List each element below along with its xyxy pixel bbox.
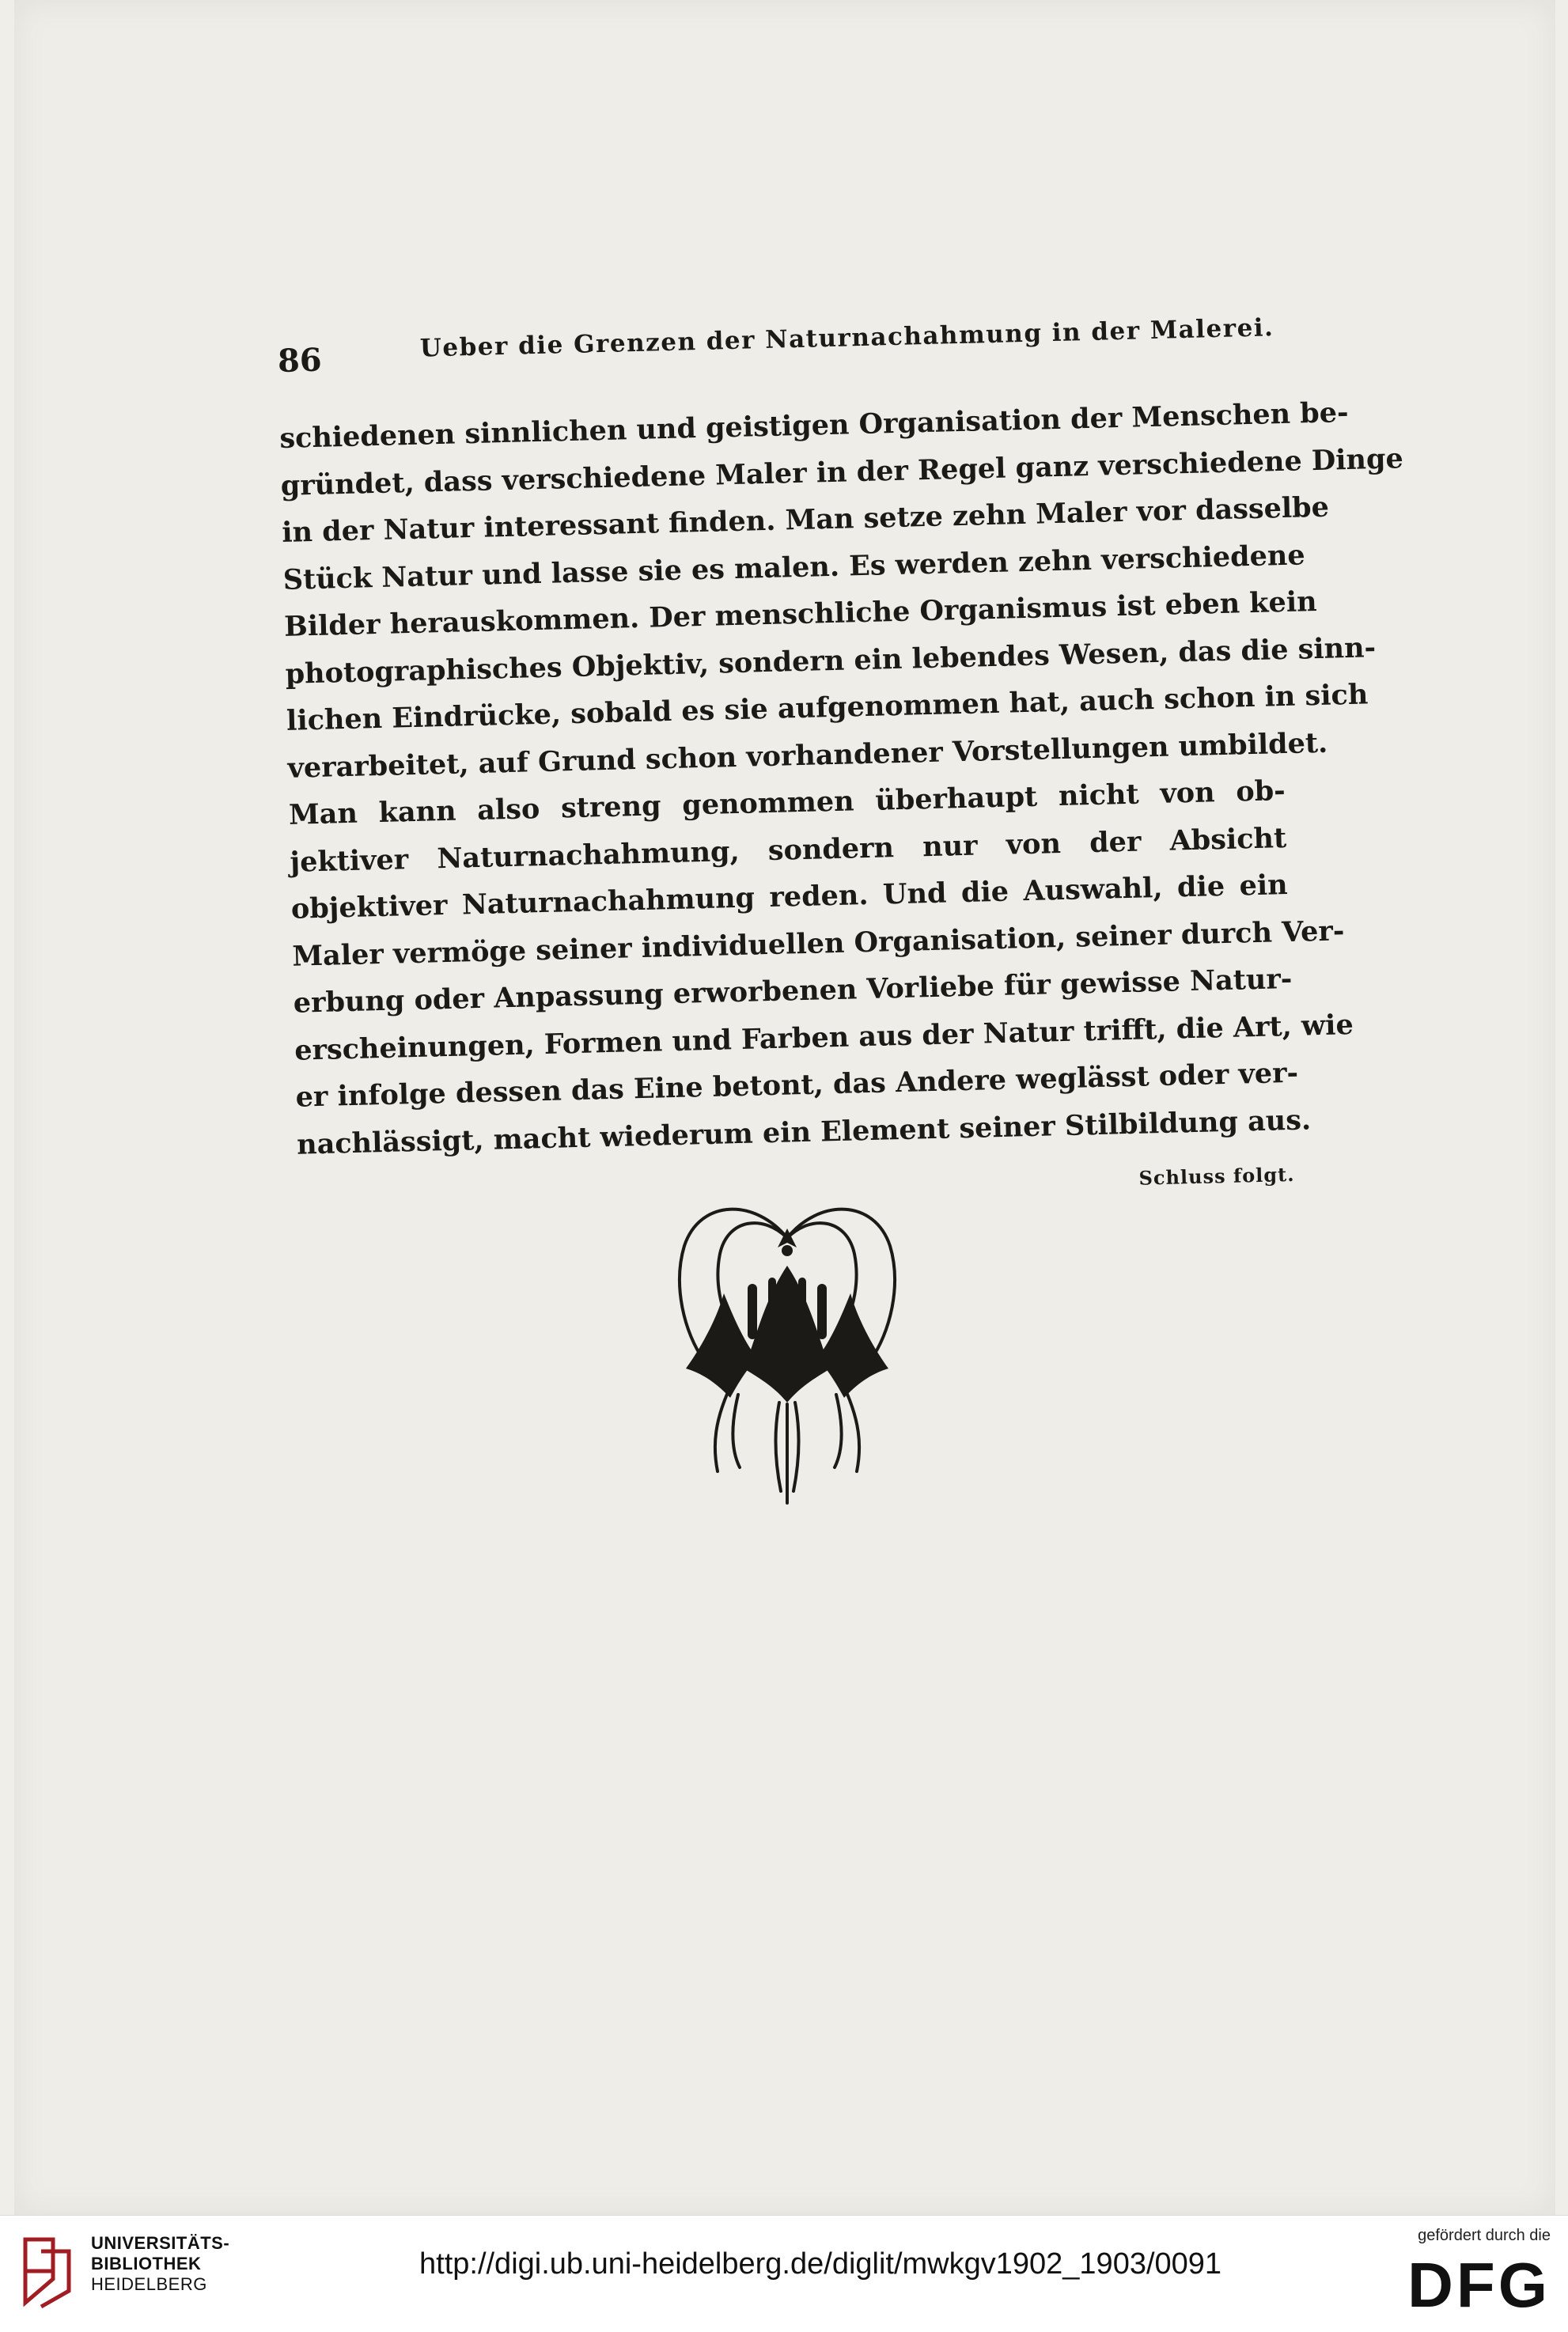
text-line: jektiver Naturnachahmung, sondern nur von der Absicht	[289, 821, 1287, 879]
dfg-logo: DFG	[1407, 2250, 1551, 2320]
text-line: gründet, dass verschiedene Maler in der Regel ganz verschiedene Dinge	[280, 441, 1404, 502]
text-line: er infolge dessen das Eine betont, das Andere weglässt oder ver-	[295, 1056, 1299, 1114]
text-line: Man kann also streng genommen überhaupt nicht von ob-	[288, 774, 1286, 831]
text-line: lichen Eindrücke, sobald es sie aufgenommen hat, auch schon in sich	[286, 678, 1369, 737]
text-line: Maler vermöge seiner individuellen Organisation, seiner durch Ver-	[291, 914, 1345, 973]
digitization-footer	[0, 2215, 1568, 2332]
text-line: nachlässigt, macht wiederum ein Element seiner Stilbildung aus.	[296, 1103, 1312, 1161]
text-line: erbung oder Anpassung erworbenen Vorliebe für gewisse Natur-	[293, 962, 1293, 1020]
funding-label: gefördert durch die	[1418, 2227, 1551, 2244]
library-logo-icon	[17, 2232, 81, 2311]
source-url-link[interactable]: http://digi.ub.uni-heidelberg.de/diglit/mwkgv1902_1903/0091	[419, 2247, 1222, 2281]
library-name-line1: UNIVERSITÄTS-	[91, 2233, 230, 2253]
page-content	[277, 304, 1404, 1210]
text-line: schiedenen sinnlichen und geistigen Organisation der Menschen be-	[278, 396, 1349, 455]
running-title: Ueber die Grenzen der Naturnachahmung in der Malerei.	[419, 313, 1274, 363]
text-line: Stück Natur und lasse sie es malen. Es werden zehn verschiedene	[282, 538, 1306, 596]
library-name-line2: BIBLIOTHEK	[91, 2254, 202, 2273]
page-number: 86	[277, 341, 323, 380]
closing-note: Schluss folgt.	[1138, 1162, 1295, 1190]
text-line: verarbeitet, auf Grund schon vorhandener Vorstellungen umbildet.	[287, 726, 1328, 785]
text-line: objektiver Naturnachahmung reden. Und die Auswahl, die ein	[290, 869, 1289, 926]
text-line: Bilder herauskommen. Der menschliche Organismus ist eben kein	[283, 585, 1318, 643]
text-line: erscheinungen, Formen und Farben aus der Natur trifft, die Art, wie	[294, 1008, 1354, 1067]
body-paragraph	[278, 391, 1404, 1168]
floral-ornament-icon	[668, 1191, 906, 1523]
text-line: photographisches Objektiv, sondern ein lebendes Wesen, das die sinn-	[285, 630, 1377, 691]
library-name-line3: HEIDELBERG	[91, 2274, 207, 2294]
text-line: in der Natur interessant finden. Man setze zehn Maler vor dasselbe	[281, 490, 1330, 549]
